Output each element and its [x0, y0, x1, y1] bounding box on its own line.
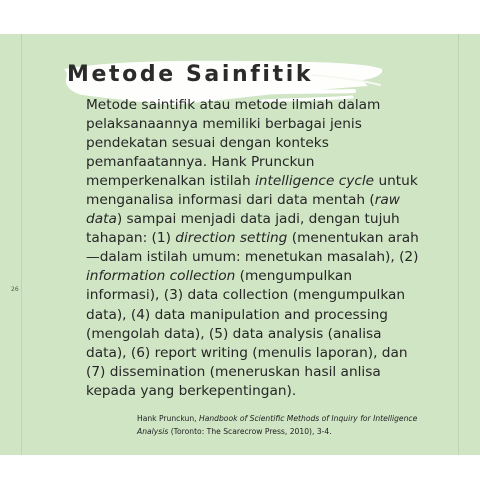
footnote-book-title: Handbook of Scientific Methods of Inquiry for Intelligence Analysis	[137, 414, 418, 436]
page-number: 26	[11, 286, 19, 293]
body-text-segment: (mengumpulkan informasi), (3) data collection (mengumpulkan data), (4) data manipulation and processing (mengolah data), (5) data analysis (analisa data), (6) report writing (menulis laporan), dan (7) dissemination (meneruskan hasil anlisa kepada yang berkepentingan).	[86, 268, 408, 399]
panel-right-rule	[458, 34, 459, 455]
footnote-citation	[137, 412, 437, 438]
term-raw-data: raw data	[86, 192, 400, 228]
body-text-segment: ) sampai menjadi data jadi, dengan tujuh tahapan: (1)	[86, 211, 400, 247]
body-text-segment: Metode saintifik atau metode ilmiah dalam pelaksanaannya memiliki berbagai jenis pendekatan sesuai dengan konteks pemanfaatannya. Hank Prunckun memperkenalkan istilah	[86, 97, 381, 190]
footnote-publication: (Toronto: The Scarecrow Press, 2010), 3-4.	[168, 427, 332, 436]
body-text-segment: untuk menganalisa informasi dari data mentah (	[86, 173, 418, 209]
page-title: Metode Sainfitik	[67, 62, 314, 87]
body-text-segment: (menentukan arah—dalam istilah umum: menetukan masalah), (2)	[86, 230, 419, 266]
panel-left-rule	[21, 34, 22, 455]
term-information-collection: information collection	[86, 268, 236, 285]
term-intelligence-cycle: intelligence cycle	[254, 173, 375, 190]
body-paragraph	[86, 96, 426, 401]
footnote-author: Hank Prunckun,	[137, 414, 199, 423]
term-direction-setting: direction setting	[175, 230, 288, 247]
